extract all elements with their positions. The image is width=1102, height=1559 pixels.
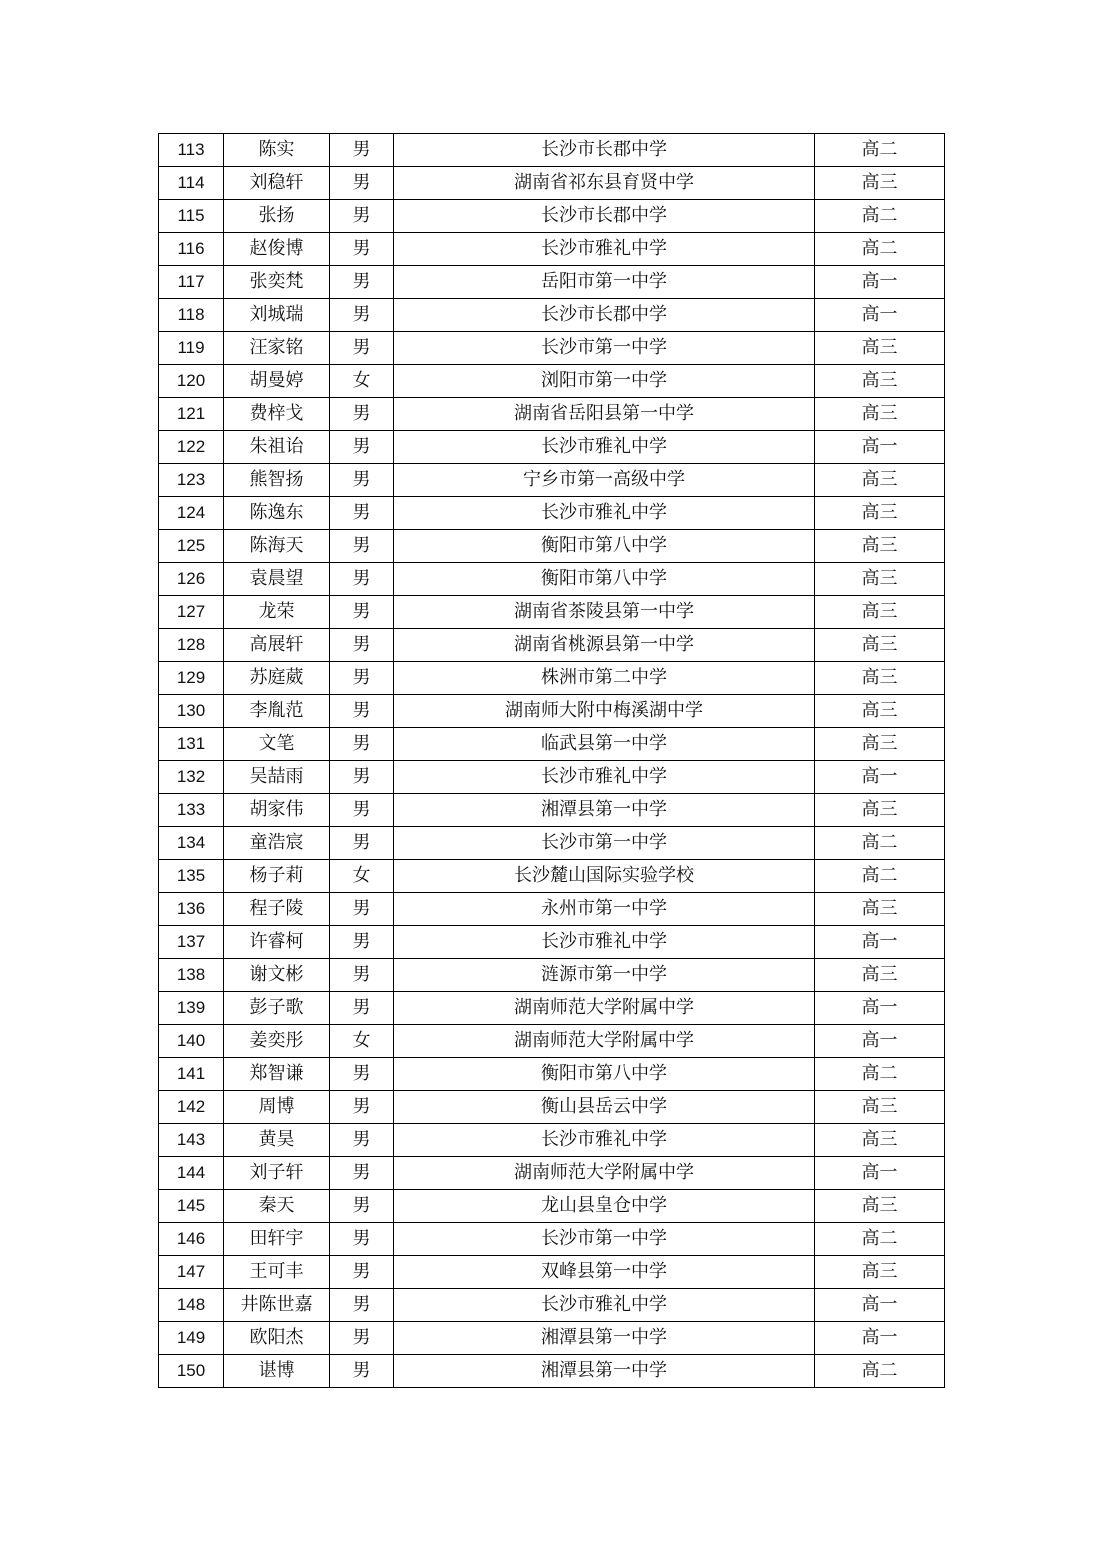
student-name-cell: 陈实 bbox=[224, 134, 330, 167]
grade-cell: 高三 bbox=[815, 695, 945, 728]
grade-cell: 高三 bbox=[815, 464, 945, 497]
gender-cell: 男 bbox=[330, 596, 394, 629]
grade-cell: 高一 bbox=[815, 992, 945, 1025]
row-number-cell: 115 bbox=[159, 200, 224, 233]
grade-cell: 高一 bbox=[815, 926, 945, 959]
row-number-cell: 133 bbox=[159, 794, 224, 827]
gender-cell: 男 bbox=[330, 695, 394, 728]
school-cell: 长沙市雅礼中学 bbox=[394, 233, 815, 266]
table-row bbox=[159, 299, 945, 332]
school-cell: 临武县第一中学 bbox=[394, 728, 815, 761]
student-name-cell: 龙荣 bbox=[224, 596, 330, 629]
school-cell: 长沙麓山国际实验学校 bbox=[394, 860, 815, 893]
row-number-cell: 130 bbox=[159, 695, 224, 728]
school-cell: 长沙市第一中学 bbox=[394, 827, 815, 860]
row-number-cell: 141 bbox=[159, 1058, 224, 1091]
grade-cell: 高三 bbox=[815, 530, 945, 563]
table-row bbox=[159, 1091, 945, 1124]
grade-cell: 高一 bbox=[815, 1289, 945, 1322]
row-number-cell: 142 bbox=[159, 1091, 224, 1124]
school-cell: 浏阳市第一中学 bbox=[394, 365, 815, 398]
gender-cell: 男 bbox=[330, 728, 394, 761]
table-row bbox=[159, 992, 945, 1025]
row-number-cell: 120 bbox=[159, 365, 224, 398]
student-name-cell: 童浩宸 bbox=[224, 827, 330, 860]
school-cell: 湖南省桃源县第一中学 bbox=[394, 629, 815, 662]
row-number-cell: 121 bbox=[159, 398, 224, 431]
row-number-cell: 126 bbox=[159, 563, 224, 596]
roster-table bbox=[158, 133, 945, 1388]
school-cell: 永州市第一中学 bbox=[394, 893, 815, 926]
student-name-cell: 高展轩 bbox=[224, 629, 330, 662]
row-number-cell: 119 bbox=[159, 332, 224, 365]
gender-cell: 男 bbox=[330, 464, 394, 497]
grade-cell: 高三 bbox=[815, 1091, 945, 1124]
student-name-cell: 刘城瑞 bbox=[224, 299, 330, 332]
student-name-cell: 赵俊博 bbox=[224, 233, 330, 266]
table-row bbox=[159, 530, 945, 563]
grade-cell: 高三 bbox=[815, 1124, 945, 1157]
grade-cell: 高三 bbox=[815, 365, 945, 398]
student-name-cell: 姜奕彤 bbox=[224, 1025, 330, 1058]
table-row bbox=[159, 1157, 945, 1190]
school-cell: 湖南师范大学附属中学 bbox=[394, 1025, 815, 1058]
table-row bbox=[159, 497, 945, 530]
row-number-cell: 122 bbox=[159, 431, 224, 464]
grade-cell: 高三 bbox=[815, 794, 945, 827]
school-cell: 龙山县皇仓中学 bbox=[394, 1190, 815, 1223]
student-name-cell: 刘稳轩 bbox=[224, 167, 330, 200]
school-cell: 湘潭县第一中学 bbox=[394, 1322, 815, 1355]
student-name-cell: 谢文彬 bbox=[224, 959, 330, 992]
row-number-cell: 135 bbox=[159, 860, 224, 893]
grade-cell: 高二 bbox=[815, 200, 945, 233]
grade-cell: 高三 bbox=[815, 563, 945, 596]
school-cell: 涟源市第一中学 bbox=[394, 959, 815, 992]
school-cell: 双峰县第一中学 bbox=[394, 1256, 815, 1289]
school-cell: 长沙市长郡中学 bbox=[394, 200, 815, 233]
grade-cell: 高三 bbox=[815, 332, 945, 365]
row-number-cell: 132 bbox=[159, 761, 224, 794]
grade-cell: 高一 bbox=[815, 1025, 945, 1058]
student-name-cell: 秦天 bbox=[224, 1190, 330, 1223]
table-row bbox=[159, 860, 945, 893]
grade-cell: 高二 bbox=[815, 860, 945, 893]
gender-cell: 男 bbox=[330, 299, 394, 332]
student-name-cell: 张奕梵 bbox=[224, 266, 330, 299]
gender-cell: 男 bbox=[330, 398, 394, 431]
student-name-cell: 杨子莉 bbox=[224, 860, 330, 893]
roster-body bbox=[159, 134, 945, 1388]
table-row bbox=[159, 563, 945, 596]
row-number-cell: 138 bbox=[159, 959, 224, 992]
gender-cell: 男 bbox=[330, 233, 394, 266]
row-number-cell: 150 bbox=[159, 1355, 224, 1388]
school-cell: 长沙市第一中学 bbox=[394, 332, 815, 365]
row-number-cell: 129 bbox=[159, 662, 224, 695]
row-number-cell: 117 bbox=[159, 266, 224, 299]
row-number-cell: 147 bbox=[159, 1256, 224, 1289]
gender-cell: 男 bbox=[330, 1124, 394, 1157]
table-row bbox=[159, 1322, 945, 1355]
gender-cell: 男 bbox=[330, 926, 394, 959]
table-row bbox=[159, 167, 945, 200]
table-row bbox=[159, 728, 945, 761]
school-cell: 岳阳市第一中学 bbox=[394, 266, 815, 299]
student-name-cell: 熊智扬 bbox=[224, 464, 330, 497]
row-number-cell: 114 bbox=[159, 167, 224, 200]
grade-cell: 高一 bbox=[815, 1157, 945, 1190]
school-cell: 湖南师范大学附属中学 bbox=[394, 992, 815, 1025]
row-number-cell: 149 bbox=[159, 1322, 224, 1355]
gender-cell: 男 bbox=[330, 167, 394, 200]
row-number-cell: 148 bbox=[159, 1289, 224, 1322]
student-name-cell: 王可丰 bbox=[224, 1256, 330, 1289]
school-cell: 长沙市第一中学 bbox=[394, 1223, 815, 1256]
gender-cell: 男 bbox=[330, 1289, 394, 1322]
school-cell: 长沙市雅礼中学 bbox=[394, 431, 815, 464]
gender-cell: 男 bbox=[330, 761, 394, 794]
table-row bbox=[159, 695, 945, 728]
student-name-cell: 苏庭葳 bbox=[224, 662, 330, 695]
grade-cell: 高二 bbox=[815, 1355, 945, 1388]
row-number-cell: 143 bbox=[159, 1124, 224, 1157]
gender-cell: 男 bbox=[330, 794, 394, 827]
gender-cell: 男 bbox=[330, 431, 394, 464]
grade-cell: 高二 bbox=[815, 827, 945, 860]
school-cell: 长沙市雅礼中学 bbox=[394, 761, 815, 794]
student-name-cell: 李胤范 bbox=[224, 695, 330, 728]
table-row bbox=[159, 596, 945, 629]
gender-cell: 男 bbox=[330, 200, 394, 233]
student-name-cell: 刘子轩 bbox=[224, 1157, 330, 1190]
student-name-cell: 汪家铭 bbox=[224, 332, 330, 365]
row-number-cell: 145 bbox=[159, 1190, 224, 1223]
school-cell: 湖南师范大学附属中学 bbox=[394, 1157, 815, 1190]
table-row bbox=[159, 1124, 945, 1157]
row-number-cell: 134 bbox=[159, 827, 224, 860]
row-number-cell: 116 bbox=[159, 233, 224, 266]
school-cell: 长沙市雅礼中学 bbox=[394, 1124, 815, 1157]
row-number-cell: 144 bbox=[159, 1157, 224, 1190]
gender-cell: 男 bbox=[330, 1223, 394, 1256]
table-row bbox=[159, 1190, 945, 1223]
table-row bbox=[159, 233, 945, 266]
gender-cell: 男 bbox=[330, 1157, 394, 1190]
row-number-cell: 139 bbox=[159, 992, 224, 1025]
grade-cell: 高三 bbox=[815, 1190, 945, 1223]
table-row bbox=[159, 827, 945, 860]
grade-cell: 高二 bbox=[815, 233, 945, 266]
student-name-cell: 彭子歌 bbox=[224, 992, 330, 1025]
gender-cell: 男 bbox=[330, 1256, 394, 1289]
student-name-cell: 黄昊 bbox=[224, 1124, 330, 1157]
school-cell: 衡阳市第八中学 bbox=[394, 530, 815, 563]
gender-cell: 男 bbox=[330, 1190, 394, 1223]
row-number-cell: 131 bbox=[159, 728, 224, 761]
school-cell: 株洲市第二中学 bbox=[394, 662, 815, 695]
school-cell: 衡山县岳云中学 bbox=[394, 1091, 815, 1124]
row-number-cell: 113 bbox=[159, 134, 224, 167]
table-row bbox=[159, 365, 945, 398]
gender-cell: 男 bbox=[330, 497, 394, 530]
row-number-cell: 128 bbox=[159, 629, 224, 662]
gender-cell: 女 bbox=[330, 860, 394, 893]
school-cell: 湘潭县第一中学 bbox=[394, 794, 815, 827]
student-name-cell: 陈逸东 bbox=[224, 497, 330, 530]
student-name-cell: 陈海天 bbox=[224, 530, 330, 563]
row-number-cell: 125 bbox=[159, 530, 224, 563]
grade-cell: 高一 bbox=[815, 761, 945, 794]
table-row bbox=[159, 959, 945, 992]
grade-cell: 高三 bbox=[815, 398, 945, 431]
gender-cell: 男 bbox=[330, 1322, 394, 1355]
student-name-cell: 朱祖诒 bbox=[224, 431, 330, 464]
school-cell: 湖南师大附中梅溪湖中学 bbox=[394, 695, 815, 728]
grade-cell: 高二 bbox=[815, 1223, 945, 1256]
gender-cell: 男 bbox=[330, 332, 394, 365]
grade-cell: 高三 bbox=[815, 893, 945, 926]
row-number-cell: 140 bbox=[159, 1025, 224, 1058]
table-row bbox=[159, 431, 945, 464]
gender-cell: 男 bbox=[330, 629, 394, 662]
gender-cell: 男 bbox=[330, 134, 394, 167]
student-name-cell: 程子陵 bbox=[224, 893, 330, 926]
grade-cell: 高二 bbox=[815, 1058, 945, 1091]
table-row bbox=[159, 1058, 945, 1091]
student-name-cell: 费梓戈 bbox=[224, 398, 330, 431]
row-number-cell: 124 bbox=[159, 497, 224, 530]
student-name-cell: 袁晨望 bbox=[224, 563, 330, 596]
school-cell: 长沙市雅礼中学 bbox=[394, 497, 815, 530]
gender-cell: 男 bbox=[330, 530, 394, 563]
table-row bbox=[159, 200, 945, 233]
grade-cell: 高三 bbox=[815, 728, 945, 761]
row-number-cell: 118 bbox=[159, 299, 224, 332]
row-number-cell: 127 bbox=[159, 596, 224, 629]
student-name-cell: 欧阳杰 bbox=[224, 1322, 330, 1355]
row-number-cell: 123 bbox=[159, 464, 224, 497]
gender-cell: 男 bbox=[330, 1091, 394, 1124]
table-row bbox=[159, 332, 945, 365]
student-name-cell: 吴喆雨 bbox=[224, 761, 330, 794]
gender-cell: 男 bbox=[330, 827, 394, 860]
school-cell: 湘潭县第一中学 bbox=[394, 1355, 815, 1388]
school-cell: 湖南省茶陵县第一中学 bbox=[394, 596, 815, 629]
school-cell: 衡阳市第八中学 bbox=[394, 1058, 815, 1091]
school-cell: 长沙市长郡中学 bbox=[394, 134, 815, 167]
grade-cell: 高一 bbox=[815, 431, 945, 464]
student-name-cell: 井陈世嘉 bbox=[224, 1289, 330, 1322]
grade-cell: 高三 bbox=[815, 662, 945, 695]
table-row bbox=[159, 1256, 945, 1289]
grade-cell: 高三 bbox=[815, 1256, 945, 1289]
student-name-cell: 胡曼婷 bbox=[224, 365, 330, 398]
gender-cell: 男 bbox=[330, 662, 394, 695]
school-cell: 长沙市雅礼中学 bbox=[394, 926, 815, 959]
table-row bbox=[159, 1355, 945, 1388]
gender-cell: 女 bbox=[330, 1025, 394, 1058]
table-row bbox=[159, 266, 945, 299]
gender-cell: 男 bbox=[330, 1058, 394, 1091]
grade-cell: 高一 bbox=[815, 299, 945, 332]
table-row bbox=[159, 1223, 945, 1256]
table-row bbox=[159, 761, 945, 794]
gender-cell: 男 bbox=[330, 1355, 394, 1388]
row-number-cell: 146 bbox=[159, 1223, 224, 1256]
row-number-cell: 136 bbox=[159, 893, 224, 926]
school-cell: 湖南省祁东县育贤中学 bbox=[394, 167, 815, 200]
student-name-cell: 郑智谦 bbox=[224, 1058, 330, 1091]
gender-cell: 男 bbox=[330, 959, 394, 992]
student-name-cell: 胡家伟 bbox=[224, 794, 330, 827]
table-row bbox=[159, 398, 945, 431]
gender-cell: 男 bbox=[330, 992, 394, 1025]
school-cell: 宁乡市第一高级中学 bbox=[394, 464, 815, 497]
student-name-cell: 文笔 bbox=[224, 728, 330, 761]
school-cell: 衡阳市第八中学 bbox=[394, 563, 815, 596]
student-name-cell: 谌博 bbox=[224, 1355, 330, 1388]
table-row bbox=[159, 1025, 945, 1058]
student-name-cell: 田轩宇 bbox=[224, 1223, 330, 1256]
grade-cell: 高一 bbox=[815, 266, 945, 299]
school-cell: 长沙市雅礼中学 bbox=[394, 1289, 815, 1322]
grade-cell: 高三 bbox=[815, 167, 945, 200]
table-row bbox=[159, 662, 945, 695]
grade-cell: 高一 bbox=[815, 1322, 945, 1355]
table-row bbox=[159, 1289, 945, 1322]
school-cell: 长沙市长郡中学 bbox=[394, 299, 815, 332]
row-number-cell: 137 bbox=[159, 926, 224, 959]
grade-cell: 高三 bbox=[815, 629, 945, 662]
gender-cell: 女 bbox=[330, 365, 394, 398]
grade-cell: 高二 bbox=[815, 134, 945, 167]
table-row bbox=[159, 794, 945, 827]
table-row bbox=[159, 464, 945, 497]
grade-cell: 高三 bbox=[815, 497, 945, 530]
table-row bbox=[159, 893, 945, 926]
student-name-cell: 许睿柯 bbox=[224, 926, 330, 959]
table-row bbox=[159, 926, 945, 959]
gender-cell: 男 bbox=[330, 893, 394, 926]
table-row bbox=[159, 629, 945, 662]
table-row bbox=[159, 134, 945, 167]
student-name-cell: 周博 bbox=[224, 1091, 330, 1124]
gender-cell: 男 bbox=[330, 266, 394, 299]
student-name-cell: 张扬 bbox=[224, 200, 330, 233]
grade-cell: 高三 bbox=[815, 596, 945, 629]
school-cell: 湖南省岳阳县第一中学 bbox=[394, 398, 815, 431]
grade-cell: 高三 bbox=[815, 959, 945, 992]
gender-cell: 男 bbox=[330, 563, 394, 596]
